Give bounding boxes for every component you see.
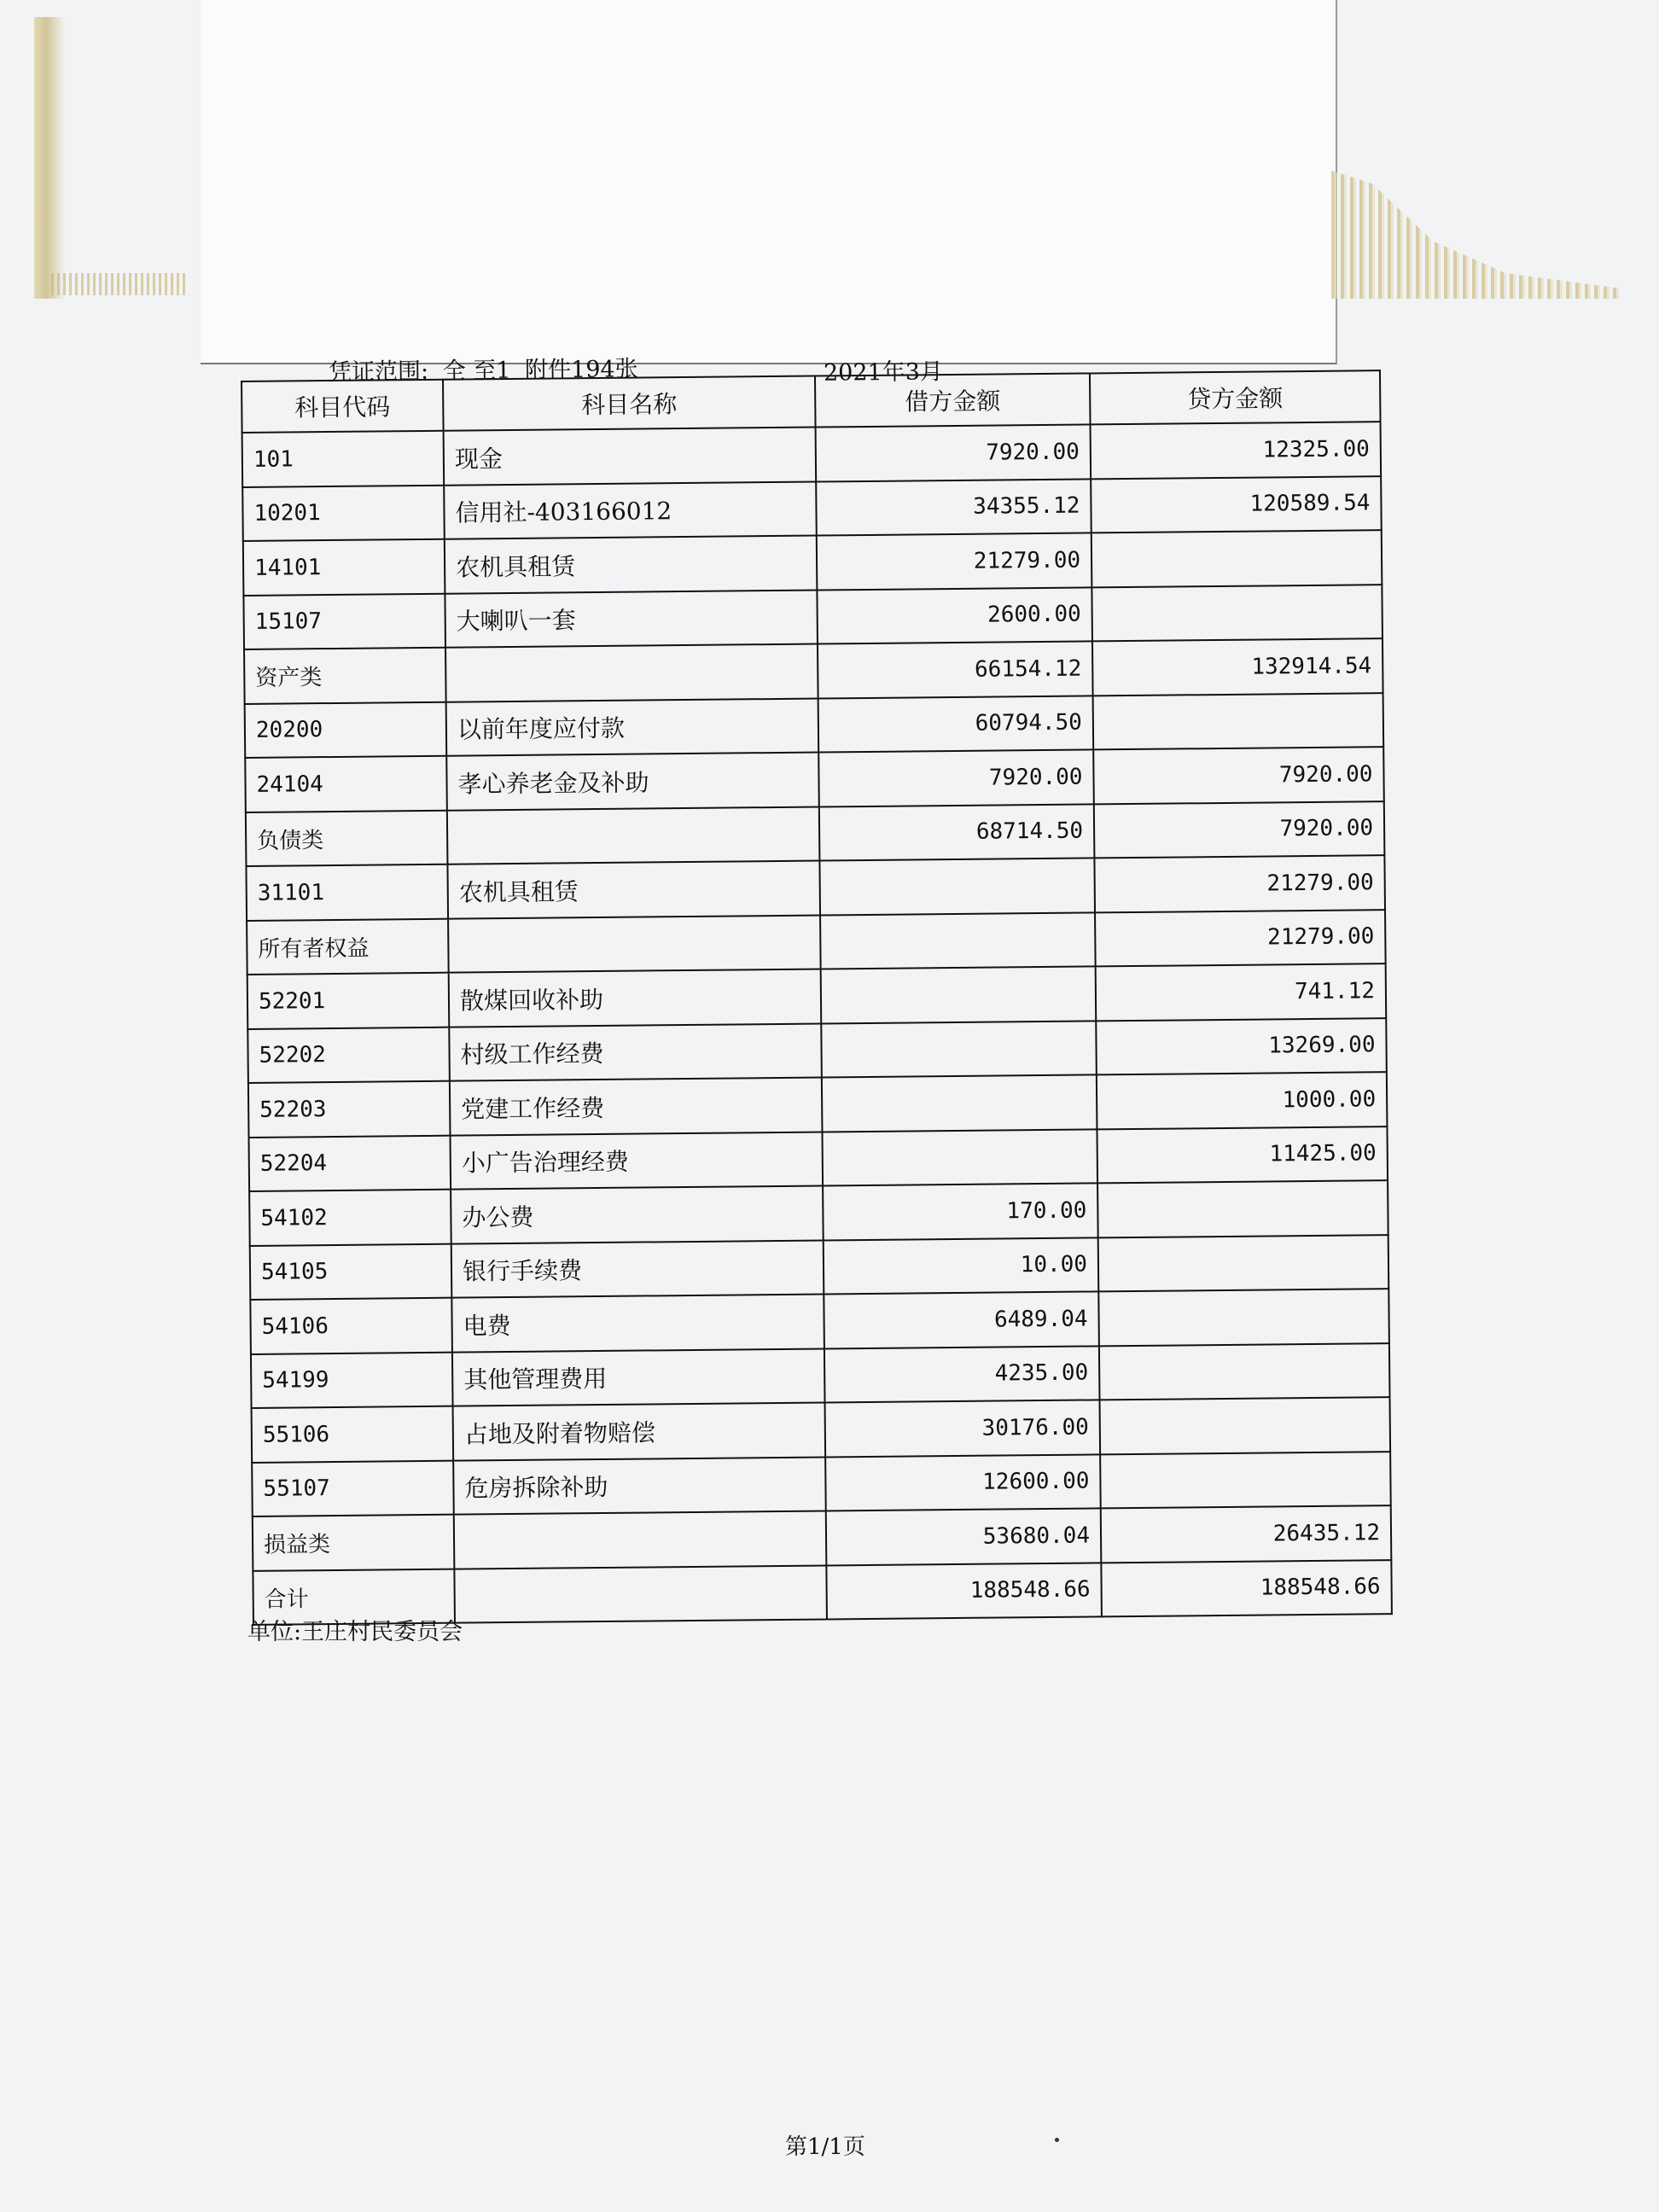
credit-amount: 188548.66 (1101, 1560, 1392, 1617)
credit-amount (1100, 1452, 1391, 1509)
credit-amount (1097, 1180, 1388, 1237)
credit-amount: 132914.54 (1092, 638, 1383, 696)
account-name (445, 644, 818, 702)
credit-amount: 1000.00 (1097, 1072, 1388, 1129)
account-name: 危房拆除补助 (453, 1457, 826, 1515)
account-code: 损益类 (253, 1515, 455, 1571)
period: 2021年3月 (823, 358, 944, 387)
account-code: 52202 (247, 1027, 450, 1083)
debit-amount: 7920.00 (816, 424, 1091, 481)
credit-amount (1093, 693, 1384, 750)
debit-amount (822, 1074, 1097, 1132)
account-name: 以前年度应付款 (446, 698, 819, 756)
column-header-name: 科目名称 (443, 376, 816, 431)
column-header-code: 科目代码 (242, 380, 444, 433)
debit-amount: 60794.50 (818, 696, 1094, 753)
account-name: 电费 (451, 1294, 824, 1352)
account-name (448, 915, 821, 973)
account-name: 孝心养老金及补助 (446, 753, 819, 811)
credit-amount: 11425.00 (1097, 1126, 1388, 1184)
debit-amount (822, 1129, 1097, 1186)
account-name (454, 1565, 827, 1623)
debit-amount (819, 858, 1095, 915)
account-summary-table (241, 370, 1393, 1626)
column-header-debit: 借方金额 (815, 373, 1091, 427)
account-code: 54199 (251, 1352, 453, 1408)
credit-amount: 21279.00 (1094, 855, 1385, 912)
credit-amount: 12325.00 (1091, 422, 1382, 479)
account-name (454, 1511, 827, 1569)
debit-amount: 34355.12 (816, 479, 1091, 536)
debit-amount: 66154.12 (818, 641, 1093, 698)
account-name: 小广告治理经费 (450, 1132, 823, 1190)
voucher-range-label: 凭证范围: (328, 358, 429, 386)
account-code: 20200 (245, 701, 447, 758)
credit-amount (1100, 1397, 1391, 1454)
account-name: 占地及附着物赔偿 (453, 1402, 826, 1460)
credit-amount (1091, 585, 1382, 642)
account-name: 农机具租赁 (445, 536, 818, 594)
account-code: 54105 (250, 1243, 452, 1300)
credit-amount: 741.12 (1096, 963, 1387, 1021)
account-code: 负债类 (246, 810, 448, 866)
account-code: 所有者权益 (247, 918, 449, 975)
account-name: 党建工作经费 (450, 1078, 823, 1136)
column-header-credit: 贷方金额 (1090, 370, 1381, 424)
account-code: 15107 (243, 593, 445, 649)
account-code: 资产类 (244, 648, 446, 704)
credit-amount: 7920.00 (1093, 747, 1384, 804)
debit-amount (820, 912, 1096, 969)
scan-edge-left (34, 17, 65, 299)
account-name: 现金 (444, 428, 817, 486)
account-name (447, 806, 820, 864)
account-code: 52204 (249, 1135, 451, 1191)
credit-amount (1099, 1343, 1390, 1400)
debit-amount (821, 1021, 1097, 1078)
overlapping-sheet (201, 0, 1337, 364)
voucher-range-value: 全 至1 (442, 357, 511, 385)
debit-amount: 2600.00 (817, 587, 1092, 644)
account-code: 55107 (252, 1460, 454, 1516)
account-name: 银行手续费 (451, 1240, 824, 1298)
account-code: 55106 (252, 1406, 454, 1463)
credit-amount: 13269.00 (1096, 1018, 1387, 1075)
account-code: 24104 (245, 756, 447, 812)
credit-amount: 21279.00 (1095, 910, 1386, 967)
debit-amount: 4235.00 (824, 1346, 1100, 1403)
account-code: 合计 (253, 1569, 455, 1625)
credit-amount (1091, 530, 1382, 587)
debit-amount: 30176.00 (825, 1400, 1101, 1457)
account-name: 大喇叭一套 (445, 590, 818, 648)
account-code: 54106 (250, 1298, 452, 1354)
scan-speck (1055, 2138, 1059, 2142)
account-code: 14101 (243, 539, 445, 596)
account-name: 村级工作经费 (449, 1023, 822, 1081)
debit-amount: 53680.04 (826, 1508, 1102, 1565)
account-name: 信用社-403166012 (444, 481, 817, 539)
debit-amount: 68714.50 (819, 804, 1095, 861)
credit-amount: 120589.54 (1091, 476, 1382, 533)
account-name: 散煤回收补助 (449, 969, 822, 1027)
account-name: 办公费 (451, 1185, 824, 1243)
account-name: 其他管理费用 (452, 1348, 825, 1406)
account-code: 54102 (249, 1190, 451, 1246)
debit-amount: 10.00 (824, 1237, 1099, 1295)
attachment-count: 附件194张 (524, 356, 638, 384)
unit-name: 单位:王庄村民委员会 (247, 1619, 463, 1645)
credit-amount (1098, 1235, 1389, 1292)
credit-amount (1098, 1289, 1389, 1346)
scan-edge-left-strip (51, 273, 188, 295)
account-code: 52203 (248, 1081, 451, 1138)
account-code: 52201 (247, 973, 450, 1029)
debit-amount: 188548.66 (826, 1563, 1102, 1620)
page-number: 第1/1页 (785, 2134, 865, 2160)
account-code: 101 (242, 431, 445, 487)
account-code: 31101 (246, 864, 448, 921)
debit-amount: 12600.00 (825, 1454, 1101, 1511)
credit-amount: 7920.00 (1094, 801, 1385, 859)
debit-amount: 170.00 (823, 1183, 1098, 1240)
debit-amount (821, 966, 1097, 1023)
credit-amount: 26435.12 (1101, 1505, 1392, 1563)
account-code: 10201 (242, 485, 445, 541)
debit-amount: 7920.00 (818, 749, 1094, 806)
debit-amount: 6489.04 (824, 1291, 1099, 1348)
account-name: 农机具租赁 (447, 861, 820, 919)
debit-amount: 21279.00 (817, 533, 1092, 590)
